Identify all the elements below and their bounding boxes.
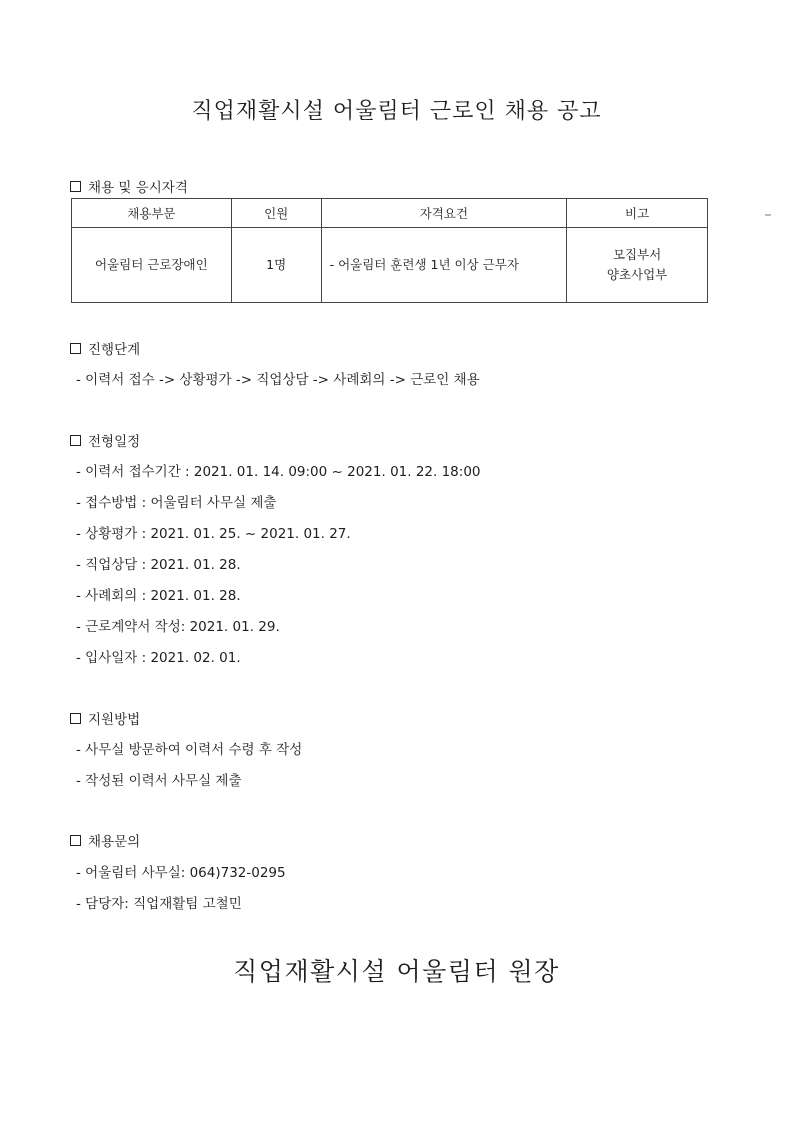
signature-footer: 직업재활시설 어울림터 원장	[233, 957, 560, 986]
process-line: - 이력서 접수 -> 상황평가 -> 직업상담 -> 사례회의 -> 근로인 채용	[76, 372, 480, 388]
column-header-count: 인원	[231, 199, 321, 228]
schedule-section-heading	[70, 430, 140, 450]
application-heading-text: 지원방법	[88, 712, 141, 728]
cell-qualification: - 어울림터 훈련생 1년 이상 근무자	[321, 228, 567, 303]
process-section-heading	[70, 338, 140, 358]
recruitment-table	[71, 198, 708, 303]
checkbox-square-icon	[70, 343, 81, 354]
note-line-2: 양초사업부	[606, 267, 668, 282]
note-line-1: 모집부서	[612, 247, 662, 262]
schedule-item: - 근로계약서 작성: 2021. 01. 29.	[76, 619, 280, 635]
inquiry-item: - 담당자: 직업재활팀 고철민	[76, 896, 242, 912]
schedule-item: - 상황평가 : 2021. 01. 25. ~ 2021. 01. 27.	[76, 526, 351, 542]
cell-note	[567, 228, 708, 303]
inquiry-heading-text: 채용문의	[88, 834, 141, 850]
schedule-item: - 직업상담 : 2021. 01. 28.	[76, 557, 241, 573]
checkbox-square-icon	[70, 713, 81, 724]
process-heading-text: 진행단계	[88, 342, 141, 358]
schedule-item: - 접수방법 : 어울림터 사무실 제출	[76, 495, 277, 511]
scan-speck	[765, 214, 771, 216]
recruitment-section-heading	[70, 176, 188, 196]
table-row	[72, 228, 708, 303]
cell-count: 1명	[231, 228, 321, 303]
table-header-row	[72, 199, 708, 228]
schedule-item: - 입사일자 : 2021. 02. 01.	[76, 650, 241, 666]
column-header-qualification: 자격요건	[321, 199, 567, 228]
application-item: - 사무실 방문하여 이력서 수령 후 작성	[76, 742, 303, 758]
application-section-heading	[70, 708, 140, 728]
recruitment-heading-text: 채용 및 응시자격	[88, 180, 188, 196]
application-item: - 작성된 이력서 사무실 제출	[76, 773, 242, 789]
checkbox-square-icon	[70, 181, 81, 192]
column-header-note: 비고	[567, 199, 708, 228]
schedule-item: - 사례회의 : 2021. 01. 28.	[76, 588, 241, 604]
column-header-department: 채용부문	[72, 199, 232, 228]
inquiry-item: - 어울림터 사무실: 064)732-0295	[76, 865, 286, 881]
document-title: 직업재활시설 어울림터 근로인 채용 공고	[191, 99, 602, 124]
schedule-heading-text: 전형일정	[88, 434, 141, 450]
cell-department: 어울림터 근로장애인	[72, 228, 232, 303]
inquiry-section-heading	[70, 830, 140, 850]
checkbox-square-icon	[70, 835, 81, 846]
checkbox-square-icon	[70, 435, 81, 446]
schedule-item: - 이력서 접수기간 : 2021. 01. 14. 09:00 ~ 2021. 01. 22. 18:00	[76, 464, 481, 480]
